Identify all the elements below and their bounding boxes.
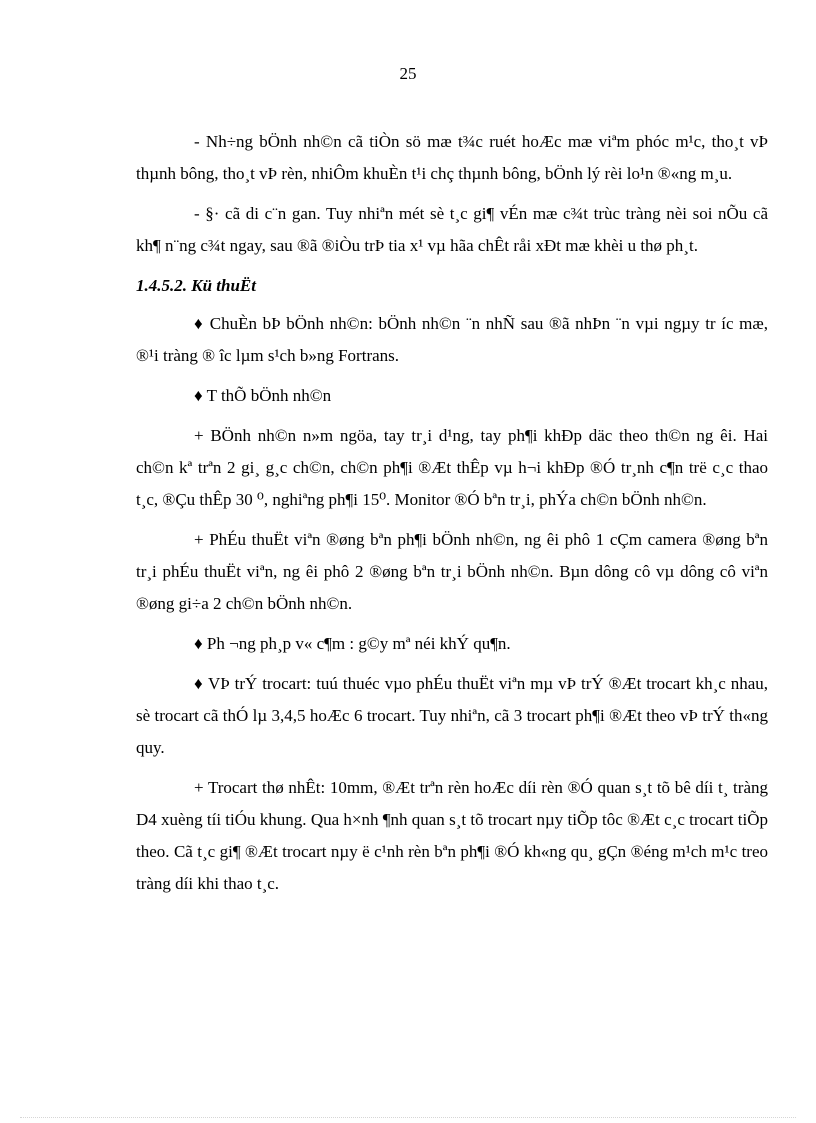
paragraph-first-trocart: + Trocart thø nhÊt: 10mm, ®Æt trªn rèn hoÆc díi rèn ®Ó quan s¸t tõ bê díi t¸ tràng D4 xuèng tíi tiÓu khung. Qua h×nh ¶nh quan s¸t tõ trocart nµy tiÕp tôc ®Æt c¸c trocart tiÕp theo. Cã t¸c gi¶ ®Æt trocart nµy ë c¹nh rèn bªn ph¶i ®Ó kh«ng qu¸ gÇn ®éng m¹ch m¹c treo tràng díi khi thao t¸c.: [136, 778, 768, 893]
body-text: [136, 126, 768, 900]
paragraph-trocart-position: ♦ VÞ trÝ trocart: tuú thuéc vµo phÉu thuËt viªn mµ vÞ trÝ ®Æt trocart kh¸c nhau, sè trocart cã thÓ lµ 3,4,5 hoÆc 6 trocart. Tuy nhiªn, cã 3 trocart ph¶i ®Æt theo vÞ trÝ th«ng quy.: [136, 674, 768, 757]
paragraph-patient-position: + BÖnh nh©n n»m ngöa, tay tr¸i d¹ng, tay ph¶i khÐp däc theo th©n ng êi. Hai ch©n kª trªn 2 gi¸ g¸c ch©n, ch©n ph¶i ®Æt thÊp vµ h¬i khÐp ®Ó tr¸nh c¶n trë c¸c thao t¸c, ®Çu thÊp 30 ⁰, nghiªng ph¶i 15⁰. Monitor ®Ó bªn tr¸i, phÝa ch©n bÖnh nh©n.: [136, 426, 768, 509]
paragraph-anesthesia: ♦ Ph ¬ng ph¸p v« c¶m : g©y mª néi khÝ qu¶n.: [194, 634, 511, 653]
paragraph-surgeon-position: + PhÉu thuËt viªn ®øng bªn ph¶i bÖnh nh©n, ng êi phô 1 cÇm camera ®øng bªn tr¸i phÉu thuËt viªn, ng êi phô 2 ®øng bªn tr¸i bÖnh nh©n. Bµn dông cô vµ dông cô viªn ®øng gi÷a 2 ch©n bÖnh nh©n.: [136, 530, 768, 613]
paragraph-contraindication-1: - Nh÷ng bÖnh nh©n cã tiÒn sö mæ t¾c ruét hoÆc mæ viªm phóc m¹c, tho¸t vÞ thµnh bông, tho¸t vÞ rèn, nhiÔm khuÈn t¹i chç thµnh bông, bÖnh lý rèi lo¹n ®«ng m¸u.: [136, 132, 768, 183]
paragraph-contraindication-2: - §· cã di c¨n gan. Tuy nhiªn mét sè t¸c gi¶ vÉn mæ c¾t trùc tràng nèi soi nÕu cã kh¶ n¨ng c¾t ngay, sau ®ã ®iÒu trÞ tia x¹ vµ hãa chÊt råi xÐt mæ khèi u thø ph¸t.: [136, 204, 768, 255]
section-heading: 1.4.5.2. Kü thuËt: [136, 276, 256, 295]
paragraph-patient-position-title: ♦ T thÕ bÖnh nh©n: [194, 386, 332, 405]
paragraph-patient-preparation: ♦ ChuÈn bÞ bÖnh nh©n: bÖnh nh©n ¨n nhÑ sau ®ã nhÞn ¨n vµi ngµy tr íc mæ, ®¹i tràng ® îc lµm s¹ch b»ng Fortrans.: [136, 314, 768, 365]
page-bottom-divider: [20, 1117, 796, 1118]
page-number: 25: [399, 64, 417, 83]
